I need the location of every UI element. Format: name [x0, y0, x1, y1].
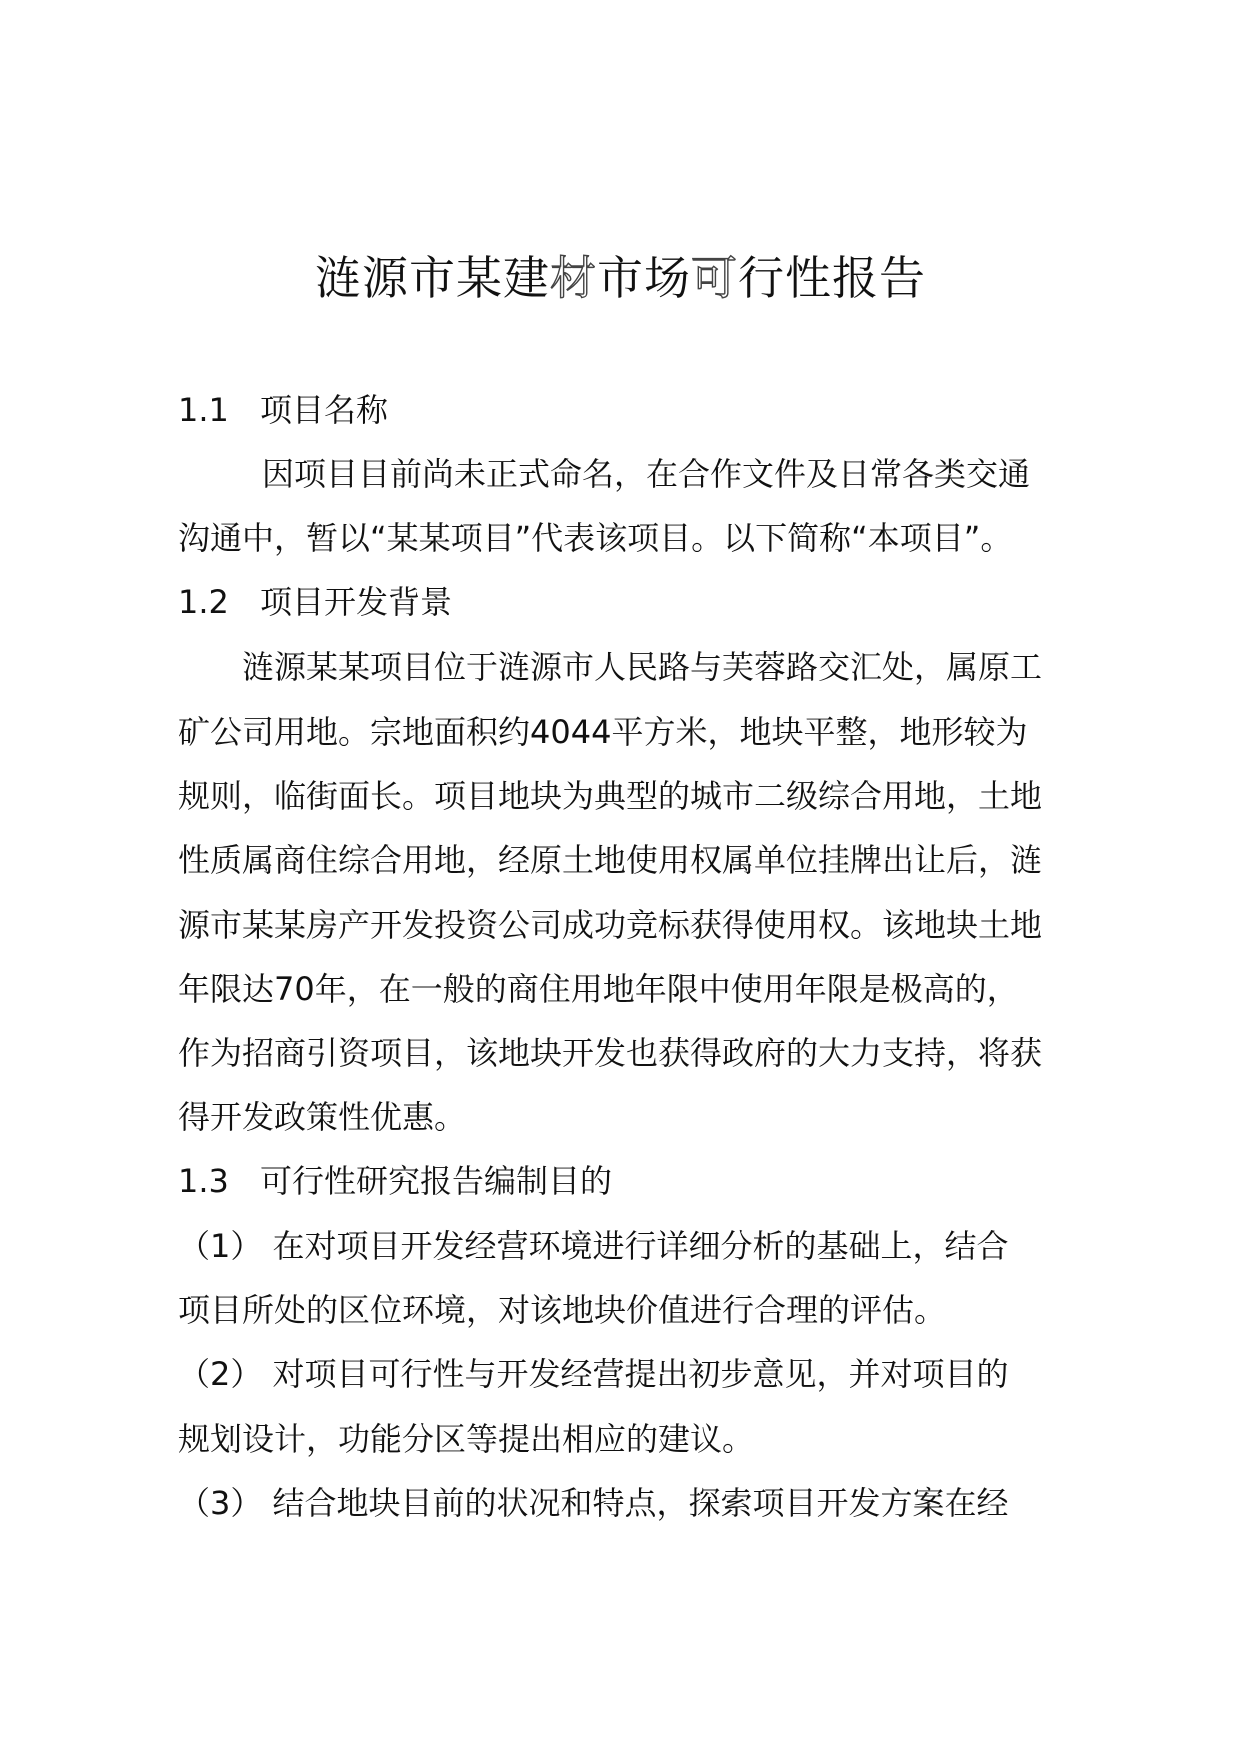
paragraph-line: 矿公司用地。宗地面积约4044平方米，地块平整，地形较为: [178, 713, 1028, 751]
section-heading-1-1: [178, 388, 388, 432]
paragraph-line: 源市某某房产开发投资公司成功竞标获得使用权。该地块土地: [178, 906, 1043, 944]
paragraph-line: 规则，临街面长。项目地块为典型的城市二级综合用地，土地: [178, 777, 1043, 815]
section-number: 1.1: [178, 391, 229, 429]
list-item-line: （3） 结合地块目前的状况和特点，探索项目开发方案在经: [178, 1484, 1009, 1522]
section-heading-1-3: [178, 1159, 612, 1203]
list-item-line: （1） 在对项目开发经营环境进行详细分析的基础上，结合: [178, 1227, 1009, 1265]
paragraph-line: 性质属商住综合用地，经原土地使用权属单位挂牌出让后，涟: [178, 841, 1043, 879]
section-number: 1.2: [178, 583, 229, 621]
title-part-2: 市场: [597, 251, 691, 305]
title-part-1: 涟源市某建: [315, 251, 550, 305]
paragraph-line: 因项目目前尚未正式命名，在合作文件及日常各类交通: [262, 455, 1031, 493]
paragraph-line: 沟通中，暂以“某某项目”代表该项目。以下简称“本项目”。: [178, 519, 1013, 557]
title-part-3: 行性报告: [738, 251, 926, 305]
paragraph-line: 得开发政策性优惠。: [178, 1098, 467, 1136]
list-item-line: 项目所处的区位环境，对该地块价值进行合理的评估。: [178, 1291, 947, 1329]
section-heading-text: 可行性研究报告编制目的: [260, 1162, 613, 1200]
section-heading-1-2: [178, 580, 452, 624]
paragraph-line: 年限达70年，在一般的商住用地年限中使用年限是极高的，: [178, 970, 1019, 1008]
title-outlined-char-1: 材: [550, 251, 597, 305]
paragraph-line: 作为招商引资项目，该地块开发也获得政府的大力支持，将获: [178, 1034, 1043, 1072]
list-item-line: （2） 对项目可行性与开发经营提出初步意见，并对项目的: [178, 1355, 1009, 1393]
section-heading-text: 项目开发背景: [260, 583, 453, 621]
title-outlined-char-2: 可: [691, 251, 738, 305]
document-title: [0, 248, 1241, 308]
section-number: 1.3: [178, 1162, 229, 1200]
list-item-line: 规划设计，功能分区等提出相应的建议。: [178, 1420, 755, 1458]
paragraph-line: 涟源某某项目位于涟源市人民路与芙蓉路交汇处，属原工: [242, 648, 1043, 686]
section-heading-text: 项目名称: [260, 391, 389, 429]
